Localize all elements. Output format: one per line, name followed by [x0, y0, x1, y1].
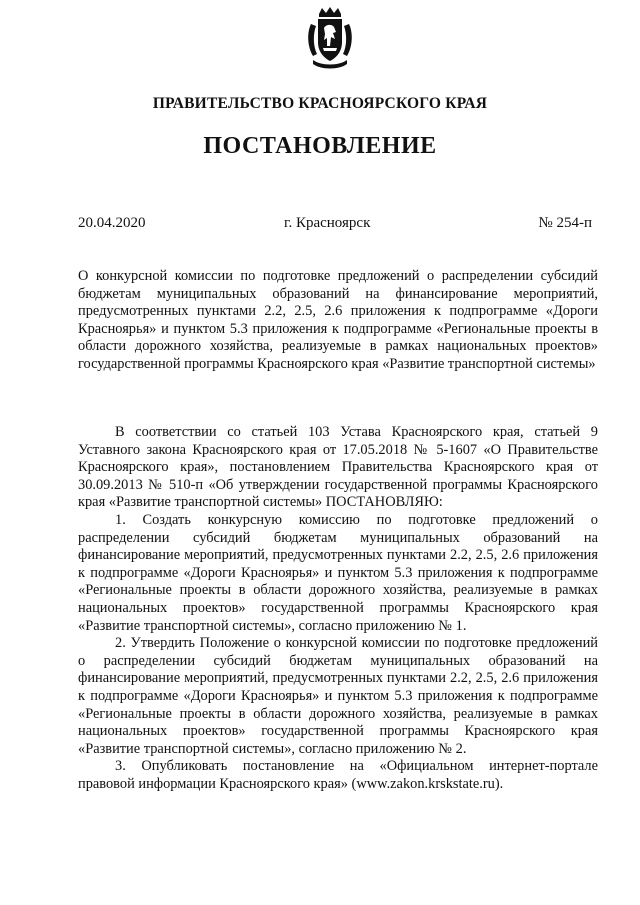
clause-1-paragraph: 1. Создать конкурсную комиссию по подготовке предложений о распределении субсидий бюджетам муниципальных образований на финансирование мероприятий, предусмотренных пунктами 2.2, 2.5, 2.6 приложения к подпрограмме «Дороги Красноярья» и пунктом 5.3 приложения к подпрограмме «Региональные проекты в области дорожного хозяйства, реализуемые в рамках национальных проектов» государственной программы Красноярского края «Развитие транспортной системы», согласно приложению № 1. [78, 511, 598, 634]
document-city: г. Красноярск [284, 215, 371, 231]
document-date: 20.04.2020 [78, 215, 146, 231]
preamble-paragraph: В соответствии со статьей 103 Устава Красноярского края, статьей 9 Уставного закона Красноярского края от 17.05.2018 № 5-1607 «О Правительстве Красноярского края», постановлением Правительства Красноярского края от 30.09.2013 № 510-п «Об утверждении государственной программы Красноярского края «Развитие транспортной системы» ПОСТАНОВЛЯЮ: [78, 424, 598, 511]
document-type-title: ПОСТАНОВЛЕНИЕ [203, 133, 437, 159]
clause-2-paragraph: 2. Утвердить Положение о конкурсной комиссии по подготовке предложений о распределении субсидий бюджетам муниципальных образований на финансирование мероприятий, предусмотренных пунктами 2.2, 2.5, 2.6 приложения к подпрограмме «Дороги Красноярья» и пунктом 5.3 приложения к подпрограмме «Региональные проекты в области дорожного хозяйства, реализуемые в рамках национальных проектов» государственной программы Красноярского края «Развитие транспортной системы», согласно приложению № 2. [78, 635, 598, 757]
krasnoyarsk-krai-coat-of-arms-icon [305, 6, 355, 70]
government-title: ПРАВИТЕЛЬСТВО КРАСНОЯРСКОГО КРАЯ [152, 95, 488, 112]
document-subject: О конкурсной комиссии по подготовке предложений о распределении субсидий бюджетам муниципальных образований на финансирование мероприятий, предусмотренных пунктами 2.2, 2.5, 2.6 приложения к подпрограмме «Дороги Красноярья» и пунктом 5.3 приложения к подпрограмме «Региональные проекты в области дорожного хозяйства, реализуемые в рамках национальных проектов» государственной программы Красноярского края «Развитие транспортной системы» [78, 268, 598, 372]
clause-3-paragraph: 3. Опубликовать постановление на «Официальном интернет-портале правовой информации Красноярского края» (www.zakon.krskstate.ru). [78, 758, 598, 792]
document-number: № 254-п [538, 215, 592, 231]
document-body [78, 424, 598, 793]
